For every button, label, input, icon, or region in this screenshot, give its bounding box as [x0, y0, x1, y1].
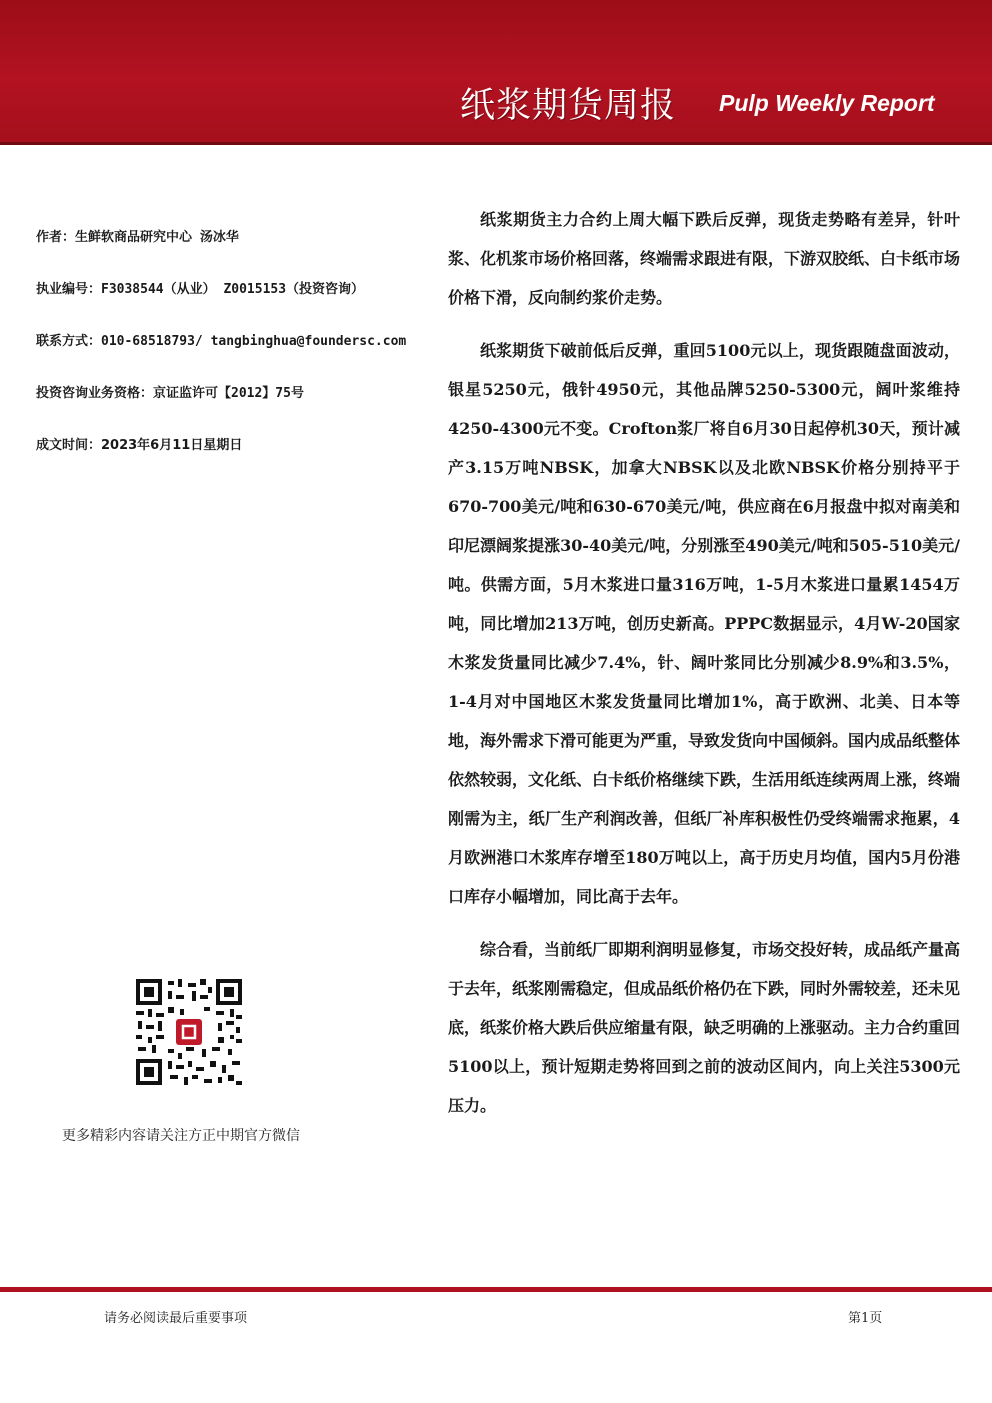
title-chinese: 纸浆期货周报 — [460, 86, 677, 126]
footer-divider — [0, 1287, 992, 1292]
page-number: 第1页 — [848, 1311, 883, 1326]
footer-disclaimer: 请务必阅读最后重要事项 — [104, 1311, 248, 1326]
qualification-line: 投资咨询业务资格：京证监许可【2012】75号 — [36, 386, 304, 401]
qr-code-icon — [134, 977, 244, 1087]
paragraph-market-detail: 纸浆期货下破前低后反弹，重回5100元以上，现货跟随盘面波动，银星5250元，俄针4950元，其他品牌5250-5300元，阔叶浆维持4250-4300元不变。Crofton浆厂将自6月30日起停机30天，预计减产3.15万吨NBSK，加拿大NBSK以及北欧NBSK价格分别持平于670-700美元/吨和630-670美元/吨，供应商在6月报盘中拟对南美和印尼漂阔浆提涨30-40美元/吨，分别涨至490美元/吨和505-510美元/吨。供需方面，5月木浆进口量316万吨，1-5月木浆进口量累1454万吨，同比增加213万吨，创历史新高。PPPC数据显示，4月W-20国家木浆发货量同比减少7.4%，针、阔叶浆同比分别减少8.9%和3.5%，1-4月对中国地区木浆发货量同比增加1%，高于欧洲、北美、日本等地，海外需求下滑可能更为严重，导致发货向中国倾斜。国内成品纸整体依然较弱，文化纸、白卡纸价格继续下跌，生活用纸连续两周上涨，终端刚需为主，纸厂生产利润改善，但纸厂补库积极性仍受终端需求拖累，4月欧洲港口木浆库存增至180万吨以上，高于历史月均值，国内5月份港口库存小幅增加，同比高于去年。 — [448, 341, 961, 906]
author-meta — [36, 222, 436, 482]
qr-caption: 更多精彩内容请关注方正中期官方微信 — [62, 1128, 300, 1144]
license-number-line: 执业编号：F3038544（从业） Z0015153（投资咨询） — [36, 282, 365, 297]
author-line: 作者：生鲜软商品研究中心 汤冰华 — [36, 230, 239, 245]
report-header — [0, 0, 992, 142]
paragraph-outlook: 综合看，当前纸厂即期利润明显修复，市场交投好转，成品纸产量高于去年，纸浆刚需稳定，但成品纸价格仍在下跌，同时外需较差，还未见底，纸浆价格大跌后供应缩量有限，缺乏明确的上涨驱动。主力合约重回5100以上，预计短期走势将回到之前的波动区间内，向上关注5300元压力。 — [448, 940, 961, 1115]
report-body — [448, 200, 960, 1139]
contact-line: 联系方式：010-68518793/ tangbinghua@foundersc.com — [36, 334, 407, 349]
date-line: 成文时间：2023年6月11日星期日 — [36, 438, 243, 453]
paragraph-summary: 纸浆期货主力合约上周大幅下跌后反弹，现货走势略有差异，针叶浆、化机浆市场价格回落，终端需求跟进有限，下游双胶纸、白卡纸市场价格下滑，反向制约浆价走势。 — [448, 210, 961, 307]
header-divider — [0, 142, 992, 145]
title-english: Pulp Weekly Report — [719, 90, 935, 116]
